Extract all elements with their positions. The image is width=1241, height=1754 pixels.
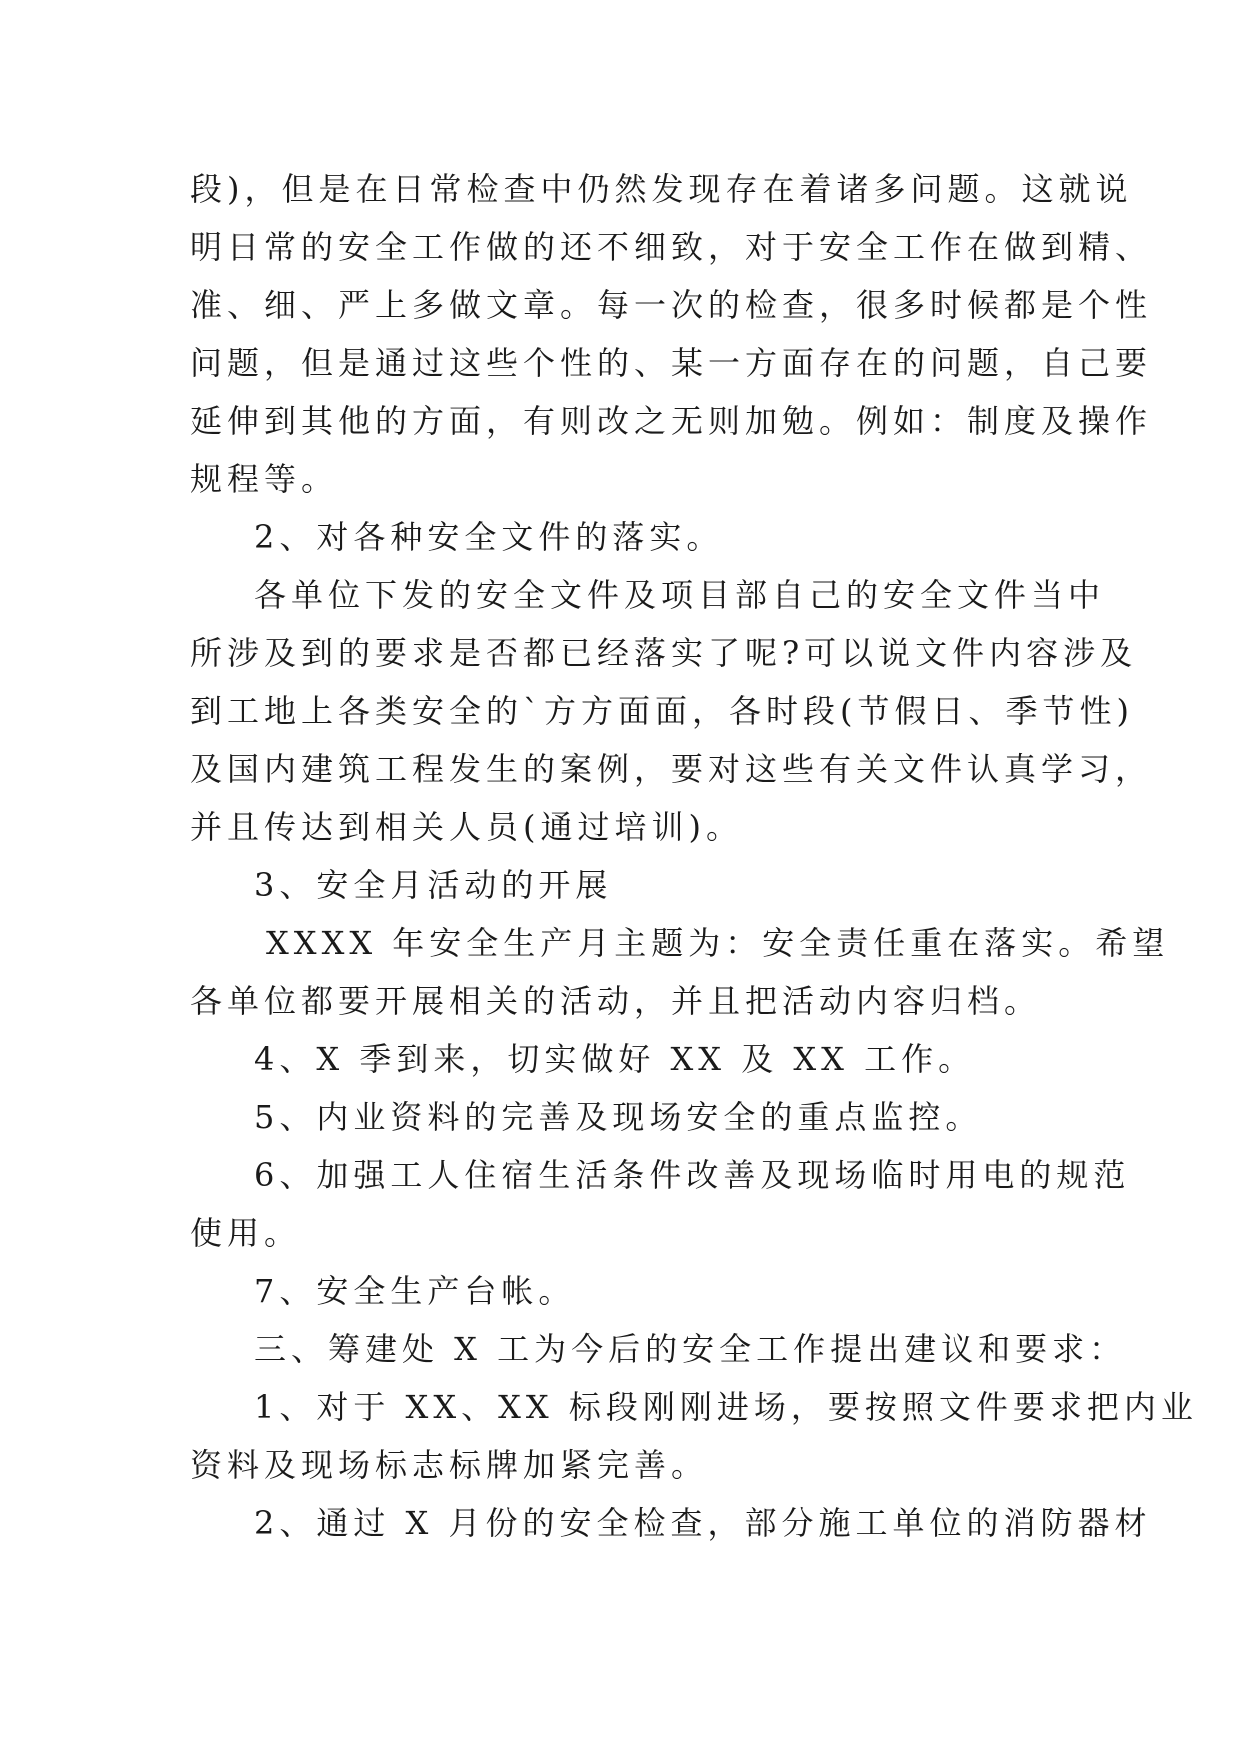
paragraph-start: XXXX 年安全生产月主题为：安全责任重在落实。希望 bbox=[266, 924, 1170, 962]
text-line: 问题，但是通过这些个性的、某一方面存在的问题，自己要 bbox=[190, 344, 1153, 382]
section-item-4: 4、X 季到来，切实做好 XX 及 XX 工作。 bbox=[254, 1040, 976, 1078]
text-line: 使用。 bbox=[190, 1214, 302, 1252]
recommendation-item-1: 1、对于 XX、XX 标段刚刚进场，要按照文件要求把内业 bbox=[254, 1388, 1198, 1426]
text-line: 到工地上各类安全的`方方面面，各时段(节假日、季节性) bbox=[190, 692, 1134, 730]
section-item-5: 5、内业资料的完善及现场安全的重点监控。 bbox=[254, 1098, 983, 1136]
document-body bbox=[190, 160, 1198, 1552]
section-item-7: 7、安全生产台帐。 bbox=[254, 1272, 576, 1310]
section-item-6: 6、加强工人住宿生活条件改善及现场临时用电的规范 bbox=[254, 1156, 1131, 1194]
text-line: 及国内建筑工程发生的案例，要对这些有关文件认真学习， bbox=[190, 750, 1153, 788]
section-item-2: 2、对各种安全文件的落实。 bbox=[254, 518, 724, 556]
section-item-3: 3、安全月活动的开展 bbox=[254, 866, 613, 904]
text-line: 准、细、严上多做文章。每一次的检查，很多时候都是个性 bbox=[190, 286, 1153, 324]
text-line: 段)，但是在日常检查中仍然发现存在着诸多问题。这就说 bbox=[190, 170, 1133, 208]
text-line: 并且传达到相关人员(通过培训)。 bbox=[190, 808, 743, 846]
text-line: 各单位都要开展相关的活动，并且把活动内容归档。 bbox=[190, 982, 1042, 1020]
text-line: 规程等。 bbox=[190, 460, 339, 498]
text-line: 资料及现场标志标牌加紧完善。 bbox=[190, 1446, 709, 1484]
text-line: 所涉及到的要求是否都已经落实了呢?可以说文件内容涉及 bbox=[190, 634, 1138, 672]
text-line: 明日常的安全工作做的还不细致，对于安全工作在做到精、 bbox=[190, 228, 1153, 266]
text-line: 延伸到其他的方面，有则改之无则加勉。例如：制度及操作 bbox=[190, 402, 1153, 440]
recommendation-item-2: 2、通过 X 月份的安全检查，部分施工单位的消防器材 bbox=[254, 1504, 1152, 1542]
paragraph-start: 各单位下发的安全文件及项目部自己的安全文件当中 bbox=[254, 576, 1106, 614]
section-heading-3: 三、筹建处 X 工为今后的安全工作提出建议和要求： bbox=[254, 1330, 1127, 1368]
